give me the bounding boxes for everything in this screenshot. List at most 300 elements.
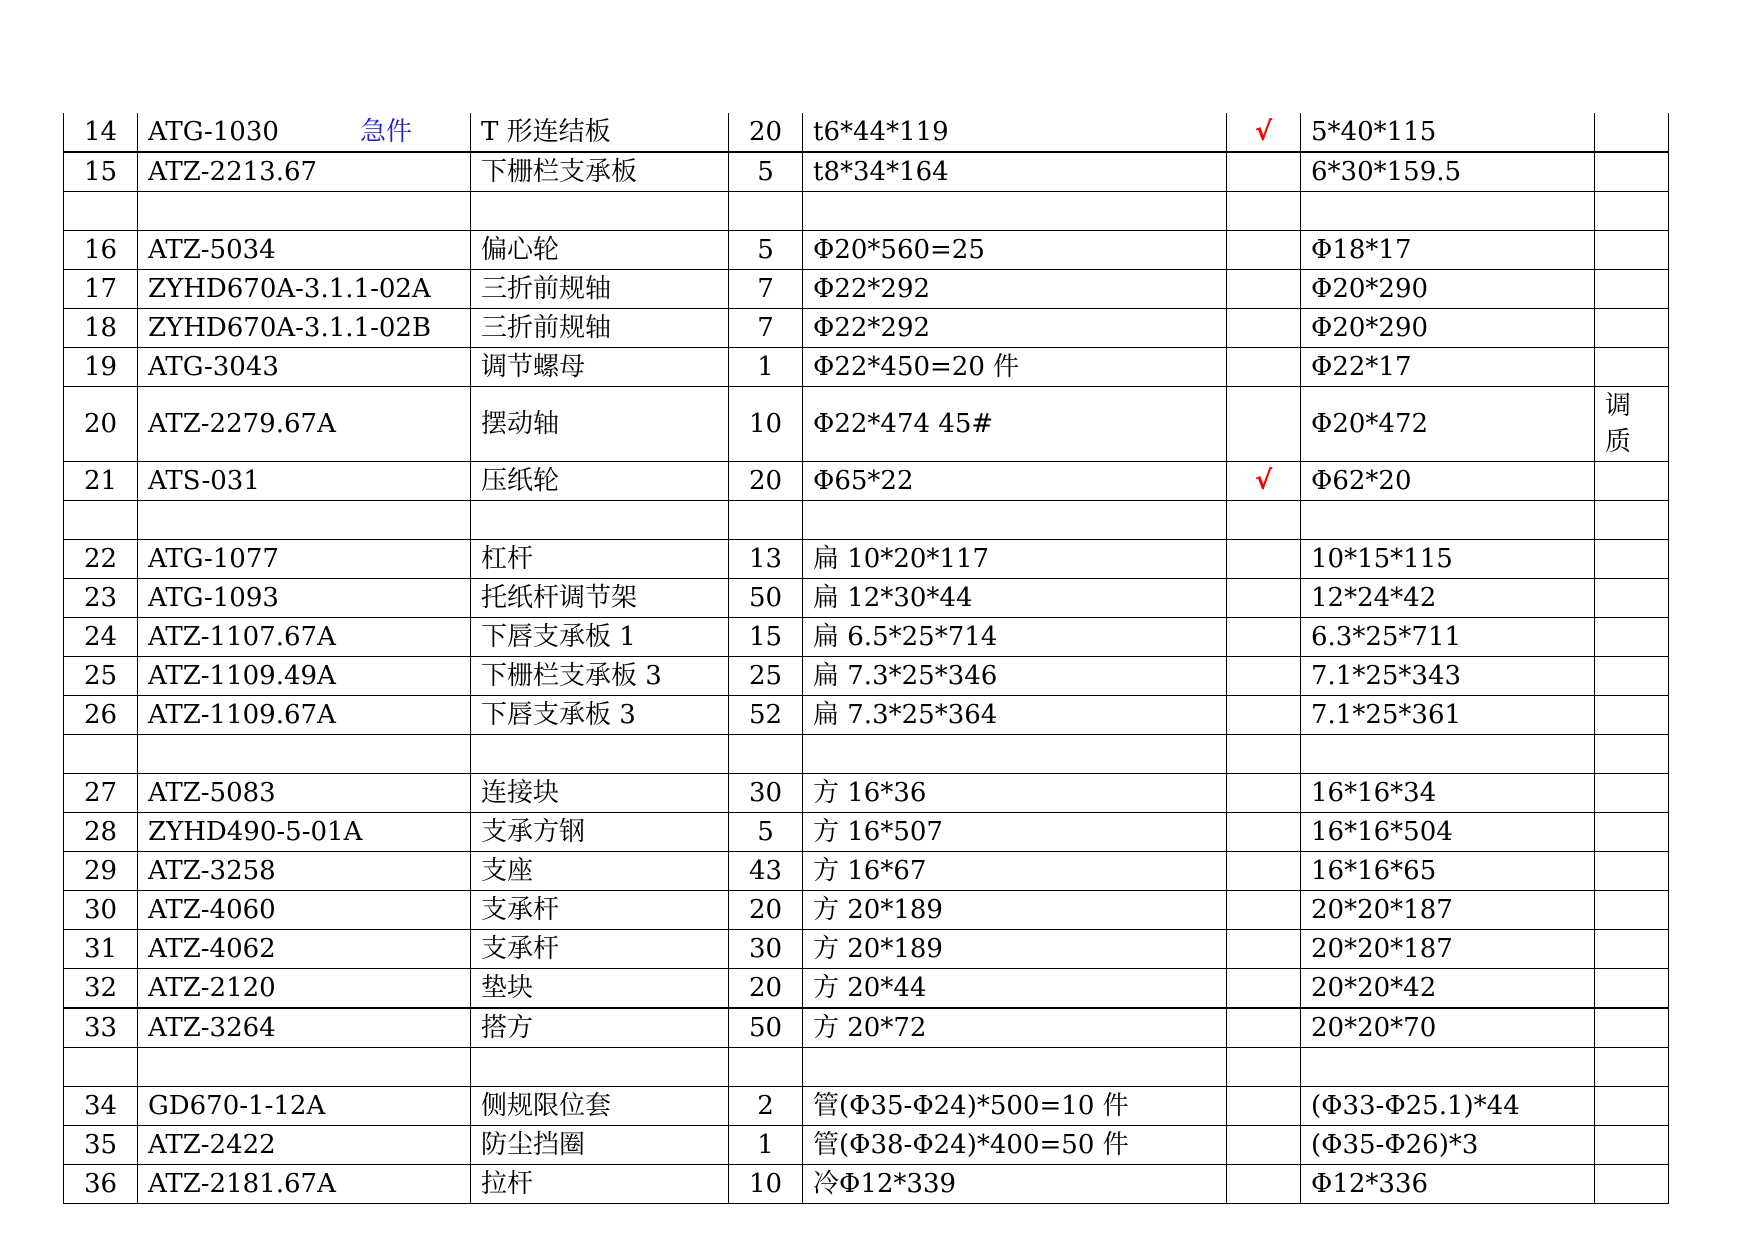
row-number-cell-text: 24: [83, 622, 118, 652]
part-code-cell: [138, 969, 471, 1009]
finished-size-cell: [1301, 618, 1595, 657]
check-mark-icon: √: [1254, 466, 1273, 496]
quantity-cell: [729, 735, 803, 774]
raw-material-cell-text: 扁 7.3*25*346: [813, 661, 998, 691]
row-number-cell: [64, 930, 138, 969]
part-name-cell-text: 防尘挡圈: [481, 1130, 586, 1160]
part-code-cell: [138, 113, 471, 152]
quantity-cell-text: 7: [757, 274, 774, 304]
part-code-cell: [138, 540, 471, 579]
quantity-cell-text: 20: [748, 466, 783, 496]
part-code-cell: [138, 930, 471, 969]
note-cell: [1595, 231, 1669, 270]
row-number-cell: [64, 1008, 138, 1048]
blank-row: [64, 501, 1669, 540]
note-cell: [1595, 1048, 1669, 1087]
raw-material-cell: [803, 696, 1227, 735]
part-code-cell: [138, 192, 471, 231]
finished-size-cell: [1301, 579, 1595, 618]
note-cell: [1595, 813, 1669, 852]
part-code-cell: [138, 348, 471, 387]
raw-material-cell-text: Φ22*474 45#: [813, 409, 994, 439]
part-name-cell-text: 托纸杆调节架: [481, 583, 638, 613]
part-code-cell-text: ATZ-3264: [148, 1013, 276, 1043]
part-code-cell: [138, 852, 471, 891]
finished-size-cell-text: Φ62*20: [1311, 466, 1412, 496]
quantity-cell: [729, 696, 803, 735]
note-cell: [1595, 891, 1669, 930]
part-code-cell-text: ATZ-2181.67A: [148, 1169, 336, 1199]
note-cell: [1595, 969, 1669, 1009]
part-name-cell-text: T 形连结板: [481, 117, 611, 147]
raw-material-cell-text: 扁 12*30*44: [813, 583, 973, 613]
quantity-cell-text: 50: [748, 583, 783, 613]
row-number-cell: [64, 774, 138, 813]
raw-material-cell: [803, 231, 1227, 270]
table-row: [64, 231, 1669, 270]
row-number-cell: [64, 813, 138, 852]
part-code-cell-text: ATZ-4062: [148, 934, 276, 964]
raw-material-cell: [803, 270, 1227, 309]
note-cell: [1595, 735, 1669, 774]
quantity-cell-text: 30: [748, 778, 783, 808]
finished-size-cell: [1301, 1087, 1595, 1126]
row-number-cell-text: 36: [83, 1169, 118, 1199]
row-number-cell-text: 33: [83, 1013, 118, 1043]
part-code-cell-text: GD670-1-12A: [148, 1091, 326, 1121]
quantity-cell: [729, 152, 803, 192]
part-code-cell: [138, 270, 471, 309]
note-cell: [1595, 930, 1669, 969]
row-number-cell: [64, 852, 138, 891]
part-code-cell-text: ZYHD670A-3.1.1-02B: [148, 313, 432, 343]
part-name-cell: [471, 735, 729, 774]
raw-material-cell: [803, 462, 1227, 501]
row-number-cell-text: 32: [83, 973, 118, 1003]
finished-size-cell: [1301, 774, 1595, 813]
finished-size-cell-text: Φ20*290: [1311, 313, 1429, 343]
finished-size-cell: [1301, 348, 1595, 387]
finished-size-cell-text: 5*40*115: [1311, 117, 1437, 147]
raw-material-cell-text: 方 16*67: [813, 856, 927, 886]
part-name-cell: [471, 1165, 729, 1204]
quantity-cell-text: 10: [748, 1169, 783, 1199]
row-number-cell: [64, 309, 138, 348]
row-number-cell: [64, 270, 138, 309]
part-code-cell-text: ATG-3043: [148, 352, 279, 382]
part-code-cell-text: ATZ-2213.67: [148, 157, 318, 187]
quantity-cell: [729, 891, 803, 930]
row-number-cell: [64, 1126, 138, 1165]
part-name-cell: [471, 891, 729, 930]
finished-size-cell: [1301, 231, 1595, 270]
part-name-cell: [471, 540, 729, 579]
check-mark-cell: [1227, 618, 1301, 657]
raw-material-cell-text: 方 20*189: [813, 895, 943, 925]
raw-material-cell-text: 方 20*44: [813, 973, 927, 1003]
quantity-cell: [729, 1126, 803, 1165]
check-mark-cell: [1227, 579, 1301, 618]
part-code-cell: [138, 387, 471, 462]
part-name-cell: [471, 1048, 729, 1087]
part-name-cell: [471, 387, 729, 462]
check-mark-cell: [1227, 1087, 1301, 1126]
check-mark-cell: [1227, 462, 1301, 501]
part-code-cell: [138, 813, 471, 852]
quantity-cell: [729, 540, 803, 579]
raw-material-cell-text: 方 16*507: [813, 817, 943, 847]
quantity-cell: [729, 231, 803, 270]
part-name-cell: [471, 813, 729, 852]
row-number-cell: [64, 152, 138, 192]
finished-size-cell-text: 16*16*504: [1311, 817, 1453, 847]
finished-size-cell-text: 6.3*25*711: [1311, 622, 1462, 652]
quantity-cell-text: 1: [757, 1130, 774, 1160]
table-row: [64, 1126, 1669, 1165]
part-code-cell: [138, 579, 471, 618]
part-code-cell: [138, 1126, 471, 1165]
part-name-cell-text: 搭方: [481, 1013, 534, 1043]
part-name-cell: [471, 113, 729, 152]
table-row: [64, 540, 1669, 579]
table-row: [64, 969, 1669, 1009]
row-number-cell: [64, 501, 138, 540]
quantity-cell-text: 50: [748, 1013, 783, 1043]
row-number-cell-text: 14: [83, 117, 118, 147]
finished-size-cell-text: Φ20*290: [1311, 274, 1429, 304]
finished-size-cell-text: 16*16*34: [1311, 778, 1437, 808]
row-number-cell: [64, 735, 138, 774]
finished-size-cell: [1301, 113, 1595, 152]
part-name-cell-text: 下唇支承板 1: [481, 622, 636, 652]
raw-material-cell-text: Φ65*22: [813, 466, 914, 496]
quantity-cell-text: 2: [757, 1091, 774, 1121]
row-number-cell-text: 19: [83, 352, 118, 382]
quantity-cell-text: 5: [757, 157, 774, 187]
quantity-cell-text: 5: [757, 817, 774, 847]
table-row: [64, 309, 1669, 348]
finished-size-cell-text: (Φ33-Φ25.1)*44: [1311, 1091, 1520, 1121]
note-cell: [1595, 152, 1669, 192]
part-code-cell-text: ATG-1077: [148, 544, 279, 574]
quantity-cell: [729, 113, 803, 152]
note-cell: [1595, 192, 1669, 231]
table-row: [64, 657, 1669, 696]
quantity-cell: [729, 813, 803, 852]
raw-material-cell: [803, 1048, 1227, 1087]
check-mark-cell: [1227, 696, 1301, 735]
table-row: [64, 270, 1669, 309]
part-code-cell-text: ATZ-2422: [148, 1130, 276, 1160]
finished-size-cell-text: Φ20*472: [1311, 409, 1429, 439]
part-code-cell: [138, 462, 471, 501]
part-name-cell-text: 三折前规轴: [481, 274, 612, 304]
part-name-cell: [471, 1008, 729, 1048]
raw-material-cell-text: 冷Φ12*339: [813, 1169, 957, 1199]
parts-table-body: [64, 113, 1669, 1204]
quantity-cell: [729, 657, 803, 696]
finished-size-cell: [1301, 930, 1595, 969]
part-name-cell: [471, 969, 729, 1009]
finished-size-cell-text: 20*20*42: [1311, 973, 1437, 1003]
part-name-cell: [471, 774, 729, 813]
row-number-cell-text: 21: [83, 466, 118, 496]
raw-material-cell-text: 管(Φ35-Φ24)*500=10 件: [813, 1091, 1129, 1121]
quantity-cell-text: 7: [757, 313, 774, 343]
raw-material-cell: [803, 618, 1227, 657]
row-number-cell: [64, 1087, 138, 1126]
quantity-cell: [729, 930, 803, 969]
row-number-cell-text: 15: [83, 157, 118, 187]
row-number-cell-text: 30: [83, 895, 118, 925]
part-name-cell: [471, 231, 729, 270]
part-code-cell-text: ATZ-1109.49A: [148, 661, 336, 691]
raw-material-cell: [803, 113, 1227, 152]
check-mark-cell: [1227, 387, 1301, 462]
raw-material-cell-text: 扁 10*20*117: [813, 544, 990, 574]
finished-size-cell: [1301, 462, 1595, 501]
check-mark-cell: [1227, 348, 1301, 387]
part-name-cell: [471, 462, 729, 501]
finished-size-cell-text: 6*30*159.5: [1311, 157, 1462, 187]
urgent-tag: 急件: [359, 117, 412, 147]
check-mark-cell: [1227, 1165, 1301, 1204]
raw-material-cell: [803, 735, 1227, 774]
raw-material-cell: [803, 1087, 1227, 1126]
quantity-cell: [729, 852, 803, 891]
quantity-cell: [729, 501, 803, 540]
note-cell: [1595, 657, 1669, 696]
table-row: [64, 1165, 1669, 1204]
note-cell-text: 调质: [1605, 391, 1632, 457]
raw-material-cell: [803, 540, 1227, 579]
raw-material-cell: [803, 852, 1227, 891]
check-mark-cell: [1227, 930, 1301, 969]
raw-material-cell-text: t6*44*119: [813, 117, 949, 147]
part-code-cell: [138, 231, 471, 270]
check-mark-cell: [1227, 501, 1301, 540]
row-number-cell: [64, 969, 138, 1009]
finished-size-cell-text: Φ12*336: [1311, 1169, 1429, 1199]
raw-material-cell: [803, 192, 1227, 231]
raw-material-cell-text: 扁 7.3*25*364: [813, 700, 998, 730]
quantity-cell: [729, 1008, 803, 1048]
finished-size-cell: [1301, 735, 1595, 774]
raw-material-cell: [803, 348, 1227, 387]
part-name-cell-text: 杠杆: [481, 544, 534, 574]
quantity-cell-text: 15: [748, 622, 783, 652]
quantity-cell: [729, 969, 803, 1009]
part-code-cell: [138, 1008, 471, 1048]
part-code-cell: [138, 501, 471, 540]
row-number-cell: [64, 1165, 138, 1204]
row-number-cell-text: 27: [83, 778, 118, 808]
row-number-cell-text: 23: [83, 583, 118, 613]
raw-material-cell: [803, 1165, 1227, 1204]
quantity-cell-text: 25: [748, 661, 783, 691]
note-cell: [1595, 1126, 1669, 1165]
raw-material-cell-text: 方 20*189: [813, 934, 943, 964]
part-name-cell: [471, 192, 729, 231]
quantity-cell: [729, 1048, 803, 1087]
table-row: [64, 113, 1669, 152]
raw-material-cell: [803, 152, 1227, 192]
row-number-cell: [64, 192, 138, 231]
finished-size-cell-text: Φ18*17: [1311, 235, 1412, 265]
row-number-cell: [64, 579, 138, 618]
note-cell: [1595, 1165, 1669, 1204]
raw-material-cell-text: 扁 6.5*25*714: [813, 622, 998, 652]
part-code-cell: [138, 618, 471, 657]
finished-size-cell: [1301, 1048, 1595, 1087]
check-mark-cell: [1227, 657, 1301, 696]
row-number-cell-text: 20: [83, 409, 118, 439]
row-number-cell-text: 29: [83, 856, 118, 886]
quantity-cell: [729, 1087, 803, 1126]
row-number-cell: [64, 540, 138, 579]
part-code-cell: [138, 1048, 471, 1087]
finished-size-cell-text: 20*20*70: [1311, 1013, 1437, 1043]
finished-size-cell-text: 7.1*25*343: [1311, 661, 1462, 691]
raw-material-cell: [803, 657, 1227, 696]
part-code-cell: [138, 309, 471, 348]
row-number-cell: [64, 348, 138, 387]
quantity-cell: [729, 774, 803, 813]
quantity-cell-text: 20: [748, 973, 783, 1003]
raw-material-cell-text: Φ22*292: [813, 274, 931, 304]
row-number-cell-text: 25: [83, 661, 118, 691]
part-name-cell-text: 摆动轴: [481, 409, 560, 439]
check-mark-cell: [1227, 735, 1301, 774]
finished-size-cell-text: 20*20*187: [1311, 895, 1453, 925]
quantity-cell: [729, 618, 803, 657]
check-mark-cell: [1227, 152, 1301, 192]
part-name-cell: [471, 270, 729, 309]
part-code-cell-text: ATZ-3258: [148, 856, 276, 886]
part-code-cell: [138, 891, 471, 930]
check-mark-cell: [1227, 774, 1301, 813]
quantity-cell: [729, 1165, 803, 1204]
part-code-cell-text: ATZ-4060: [148, 895, 276, 925]
table-row: [64, 1087, 1669, 1126]
table-row: [64, 1008, 1669, 1048]
part-code-cell-text: ATS-031: [148, 466, 260, 496]
check-mark-cell: [1227, 1008, 1301, 1048]
table-row: [64, 579, 1669, 618]
raw-material-cell: [803, 501, 1227, 540]
finished-size-cell-text: Φ22*17: [1311, 352, 1412, 382]
raw-material-cell-text: Φ22*450=20 件: [813, 352, 1020, 382]
finished-size-cell: [1301, 1126, 1595, 1165]
part-code-cell-text: ATZ-1107.67A: [148, 622, 336, 652]
blank-row: [64, 192, 1669, 231]
check-mark-cell: [1227, 891, 1301, 930]
raw-material-cell: [803, 309, 1227, 348]
note-cell: [1595, 579, 1669, 618]
raw-material-cell-text: Φ22*292: [813, 313, 931, 343]
part-code-cell-text: ATZ-1109.67A: [148, 700, 336, 730]
part-name-cell: [471, 618, 729, 657]
part-name-cell: [471, 852, 729, 891]
quantity-cell: [729, 348, 803, 387]
part-code-cell-text: ZYHD670A-3.1.1-02A: [148, 274, 431, 304]
check-mark-cell: [1227, 309, 1301, 348]
raw-material-cell-text: 方 16*36: [813, 778, 927, 808]
finished-size-cell: [1301, 852, 1595, 891]
row-number-cell-text: 22: [83, 544, 118, 574]
quantity-cell-text: 43: [748, 856, 783, 886]
finished-size-cell-text: 10*15*115: [1311, 544, 1453, 574]
finished-size-cell: [1301, 501, 1595, 540]
table-row: [64, 696, 1669, 735]
part-name-cell-text: 支承杆: [481, 934, 560, 964]
finished-size-cell: [1301, 540, 1595, 579]
part-code-cell: [138, 774, 471, 813]
finished-size-cell: [1301, 152, 1595, 192]
part-name-cell-text: 三折前规轴: [481, 313, 612, 343]
note-cell: [1595, 540, 1669, 579]
note-cell: [1595, 348, 1669, 387]
finished-size-cell: [1301, 1008, 1595, 1048]
part-name-cell: [471, 152, 729, 192]
row-number-cell-text: 17: [83, 274, 118, 304]
finished-size-cell: [1301, 1165, 1595, 1204]
check-mark-cell: [1227, 231, 1301, 270]
row-number-cell: [64, 657, 138, 696]
part-name-cell: [471, 579, 729, 618]
part-code-cell-text: ATZ-5083: [148, 778, 276, 808]
quantity-cell: [729, 387, 803, 462]
finished-size-cell: [1301, 657, 1595, 696]
table-row: [64, 462, 1669, 501]
quantity-cell: [729, 462, 803, 501]
finished-size-cell: [1301, 891, 1595, 930]
finished-size-cell: [1301, 969, 1595, 1009]
part-name-cell-text: 压纸轮: [481, 466, 560, 496]
finished-size-cell-text: 16*16*65: [1311, 856, 1437, 886]
part-name-cell-text: 下栅栏支承板 3: [481, 661, 662, 691]
finished-size-cell-text: 12*24*42: [1311, 583, 1437, 613]
part-code-cell-text: ATG-1030: [148, 117, 279, 147]
row-number-cell-text: 28: [83, 817, 118, 847]
check-mark-cell: [1227, 852, 1301, 891]
check-mark-cell: [1227, 113, 1301, 152]
quantity-cell-text: 5: [757, 235, 774, 265]
check-mark-cell: [1227, 540, 1301, 579]
quantity-cell: [729, 309, 803, 348]
note-cell: [1595, 270, 1669, 309]
part-code-cell-text: ATZ-2279.67A: [148, 409, 336, 439]
blank-row: [64, 1048, 1669, 1087]
quantity-cell-text: 30: [748, 934, 783, 964]
table-row: [64, 348, 1669, 387]
note-cell: [1595, 1087, 1669, 1126]
part-name-cell-text: 支座: [481, 856, 534, 886]
note-cell: [1595, 309, 1669, 348]
raw-material-cell: [803, 891, 1227, 930]
part-name-cell-text: 侧规限位套: [481, 1091, 612, 1121]
part-code-cell-text: ATZ-2120: [148, 973, 276, 1003]
part-code-cell: [138, 1087, 471, 1126]
row-number-cell-text: 34: [83, 1091, 118, 1121]
part-code-cell: [138, 696, 471, 735]
table-row: [64, 813, 1669, 852]
raw-material-cell: [803, 579, 1227, 618]
note-cell: [1595, 501, 1669, 540]
quantity-cell-text: 52: [748, 700, 783, 730]
check-mark-cell: [1227, 1126, 1301, 1165]
row-number-cell: [64, 696, 138, 735]
